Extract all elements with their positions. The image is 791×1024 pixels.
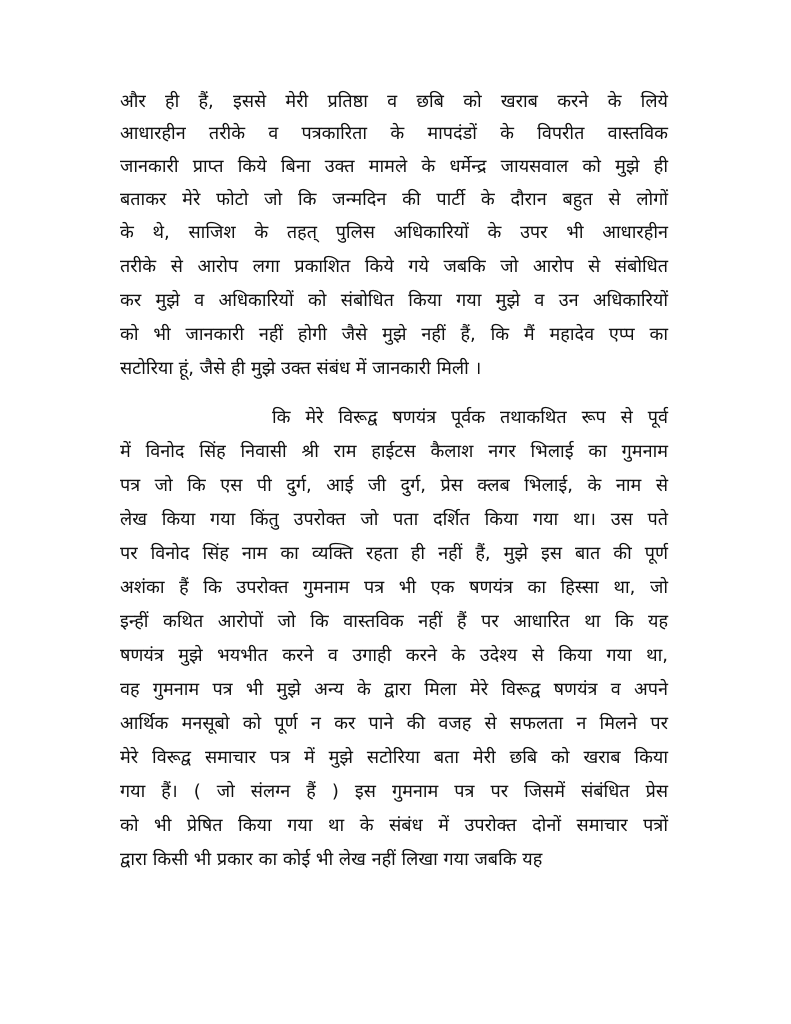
paragraph-2-line-2: में विनोद सिंह निवासी श्री राम हाईटस कैलाश नगर भिलाई का गुमनाम [120,441,668,462]
paragraph-2-line-8: षणयंत्र मुझे भयभीत करने व उगाही करने के उदेश्य से किया गया था, [120,645,668,666]
paragraph-2-line-5: पर विनोद सिंह नाम का व्यक्ति रहता ही नहीं हैं, मुझे इस बात की पूर्ण [120,543,668,564]
paragraph-1-line-8: को भी जानकारी नहीं होगी जैसे मुझे नहीं हैं, कि मैं महादेव एप्प का [120,324,668,345]
paragraph-2-line-3: पत्र जो कि एस पी दुर्ग, आई जी दुर्ग, प्रेस क्लब भिलाई, के नाम से [120,475,668,496]
paragraph-2-line-4: लेख किया गया किंतु उपरोक्त जो पता दर्शित किया गया था। उस पते [120,509,668,530]
paragraph-2-line-10: आर्थिक मनसूबो को पूर्ण न कर पाने की वजह से सफलता न मिलने पर [120,713,668,734]
paragraph-2-line-1: कि मेरे विरूद्व षणयंत्र पूर्वक तथाकथित रूप से पूर्व [272,407,668,428]
paragraph-2-line-13: को भी प्रेषित किया गया था के संबंध में उपरोक्त दोनों समाचार पत्रों [120,815,668,836]
paragraph-2-line-12: गया हैं। ( जो संलग्न हैं ) इस गुमनाम पत्र पर जिसमें संबंधित प्रेस [120,781,668,802]
paragraph-1-line-2: आधारहीन तरीके व पत्रकारिता के मापदंडों के विपरीत वास्तविक [120,123,668,144]
paragraph-1-line-1: और ही हैं, इससे मेरी प्रतिष्ठा व छबि को खराब करने के लिये [120,91,668,112]
paragraph-2-line-14: द्वारा किसी भी प्रकार का कोई भी लेख नहीं लिखा गया जबकि यह [120,849,543,870]
paragraph-1-line-4: बताकर मेरे फोटो जो कि जन्मदिन की पार्टी के दौरान बहुत से लोगों [120,189,668,210]
paragraph-1-line-6: तरीके से आरोप लगा प्रकाशित किये गये जबकि जो आरोप से संबोधित [120,256,668,277]
paragraph-1-line-9: सटोरिया हूं, जैसे ही मुझे उक्त संबंध में जानकारी मिली । [120,358,482,379]
paragraph-2-line-7: इन्हीं कथित आरोपों जो कि वास्तविक नहीं हैं पर आधारित था कि यह [120,611,668,632]
paragraph-1-line-7: कर मुझे व अधिकारियों को संबोधित किया गया मुझे व उन अधिकारियों [120,290,668,311]
paragraph-1-line-3: जानकारी प्राप्त किये बिना उक्त मामले के धर्मेन्द्र जायसवाल को मुझे ही [120,156,668,177]
paragraph-2-line-6: अशंका हैं कि उपरोक्त गुमनाम पत्र भी एक षणयंत्र का हिस्सा था, जो [120,577,668,598]
paragraph-1-line-5: के थे, साजिश के तहत् पुलिस अधिकारियों के उपर भी आधारहीन [120,222,668,243]
paragraph-2-line-11: मेरे विरूद्व समाचार पत्र में मुझे सटोरिया बता मेरी छबि को खराब किया [120,747,668,768]
paragraph-2-line-9: वह गुमनाम पत्र भी मुझे अन्य के द्वारा मिला मेरे विरूद्व षणयंत्र व अपने [120,679,668,700]
